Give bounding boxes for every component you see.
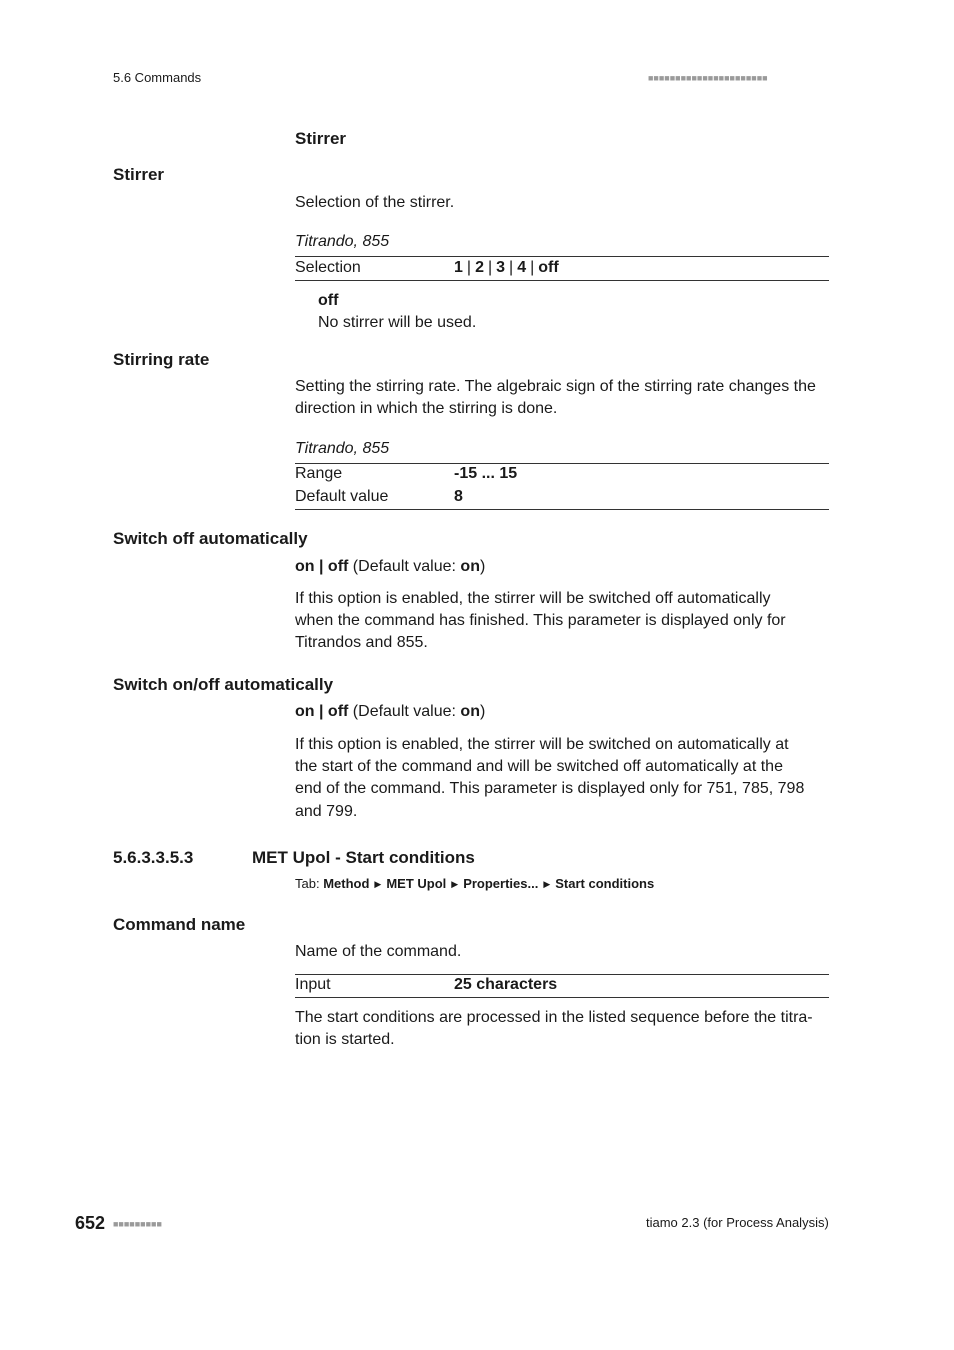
tab-path-met-upol: MET Upol [386, 876, 447, 891]
devices-stirring-rate: Titrando, 855 [295, 440, 390, 457]
separator: | [466, 259, 472, 276]
separator: | [314, 703, 328, 720]
separator: | [314, 558, 328, 575]
tab-prefix: Tab: [295, 876, 324, 891]
triangle-right-icon: ▶ [451, 879, 459, 889]
tab-path [295, 876, 654, 891]
separator: | [509, 259, 514, 276]
section-number: 5.6.3.3.5.3 [113, 848, 194, 867]
table-rule [295, 509, 829, 510]
option-off: off [538, 259, 559, 276]
table-value: 8 [454, 488, 463, 505]
table-row-input [295, 974, 829, 996]
param-label-switch-off: Switch off automatically [113, 529, 308, 548]
param-description-line: end of the command. This parameter is displayed only for 751, 785, 798 [295, 780, 805, 797]
param-label-stirrer: Stirrer [113, 165, 165, 184]
onoff-default-line [295, 556, 485, 578]
param-description-line: Setting the stirring rate. The algebraic sign of the stirring rate changes the [295, 378, 816, 395]
footer-product: tiamo 2.3 (for Process Analysis) [646, 1215, 829, 1230]
param-description-line: when the command has finished. This parameter is displayed only for [295, 612, 786, 629]
header-dots: ■■■■■■■■■■■■■■■■■■■■■■ [648, 73, 768, 83]
page-number: 652 [75, 1213, 106, 1233]
option-1: 1 [454, 259, 463, 276]
tab-path-method: Method [323, 876, 370, 891]
table-row-default [295, 486, 829, 508]
triangle-right-icon: ▶ [543, 879, 551, 889]
param-description-line: If this option is enabled, the stirrer will be switched off automatically [295, 590, 771, 607]
onoff-default-line [295, 701, 485, 723]
param-description-command-name: Name of the command. [295, 943, 462, 960]
table-row-selection [295, 257, 829, 279]
option-2: 2 [475, 259, 484, 276]
default-value: on [460, 558, 480, 575]
table-key: Range [295, 465, 343, 482]
option-3: 3 [496, 259, 506, 276]
triangle-right-icon: ▶ [374, 879, 382, 889]
tab-path-properties: Properties... [463, 876, 539, 891]
param-description-stirrer: Selection of the stirrer. [295, 194, 455, 211]
value-on: on [295, 703, 315, 720]
selection-values [454, 257, 559, 279]
table-rule [295, 997, 829, 998]
table-key: Input [295, 976, 331, 993]
param-label-command-name: Command name [113, 915, 246, 934]
header-section: 5.6 Commands [113, 70, 202, 85]
option-off-text: No stirrer will be used. [318, 314, 477, 331]
tab-path-start-conditions: Start conditions [555, 876, 655, 891]
note-line: tion is started. [295, 1031, 395, 1048]
value-on: on [295, 558, 315, 575]
option-off-title: off [318, 292, 339, 309]
param-description-line: the start of the command and will be switched off automatically at the [295, 758, 783, 775]
param-description-line: and 799. [295, 803, 358, 820]
param-label-stirring-rate: Stirring rate [113, 350, 210, 369]
separator: | [530, 259, 535, 276]
value-off: off [327, 558, 349, 575]
group-heading-stirrer: Stirrer [295, 129, 347, 148]
default-prefix: (Default value: [348, 703, 461, 720]
section-title: MET Upol - Start conditions [252, 848, 475, 867]
option-4: 4 [517, 259, 527, 276]
value-off: off [327, 703, 349, 720]
param-label-switch-onoff: Switch on/off automatically [113, 675, 334, 694]
param-description-line: Titrandos and 855. [295, 634, 428, 651]
note-line: The start conditions are processed in the listed sequence before the titra- [295, 1009, 813, 1026]
table-value: -15 ... 15 [454, 465, 518, 482]
table-key: Selection [295, 259, 361, 276]
default-prefix: (Default value: [348, 558, 461, 575]
default-suffix: ) [479, 558, 486, 575]
separator: | [487, 259, 493, 276]
table-key: Default value [295, 488, 389, 505]
footer-dots: ■■■■■■■■■ [113, 1219, 162, 1229]
default-suffix: ) [479, 703, 486, 720]
param-description-line: If this option is enabled, the stirrer will be switched on automatically at [295, 736, 789, 753]
table-value: 25 characters [454, 976, 558, 993]
devices-stirrer: Titrando, 855 [295, 233, 390, 250]
default-value: on [460, 703, 480, 720]
table-rule [295, 280, 829, 281]
table-row-range [295, 463, 829, 485]
param-description-line: direction in which the stirring is done. [295, 400, 558, 417]
